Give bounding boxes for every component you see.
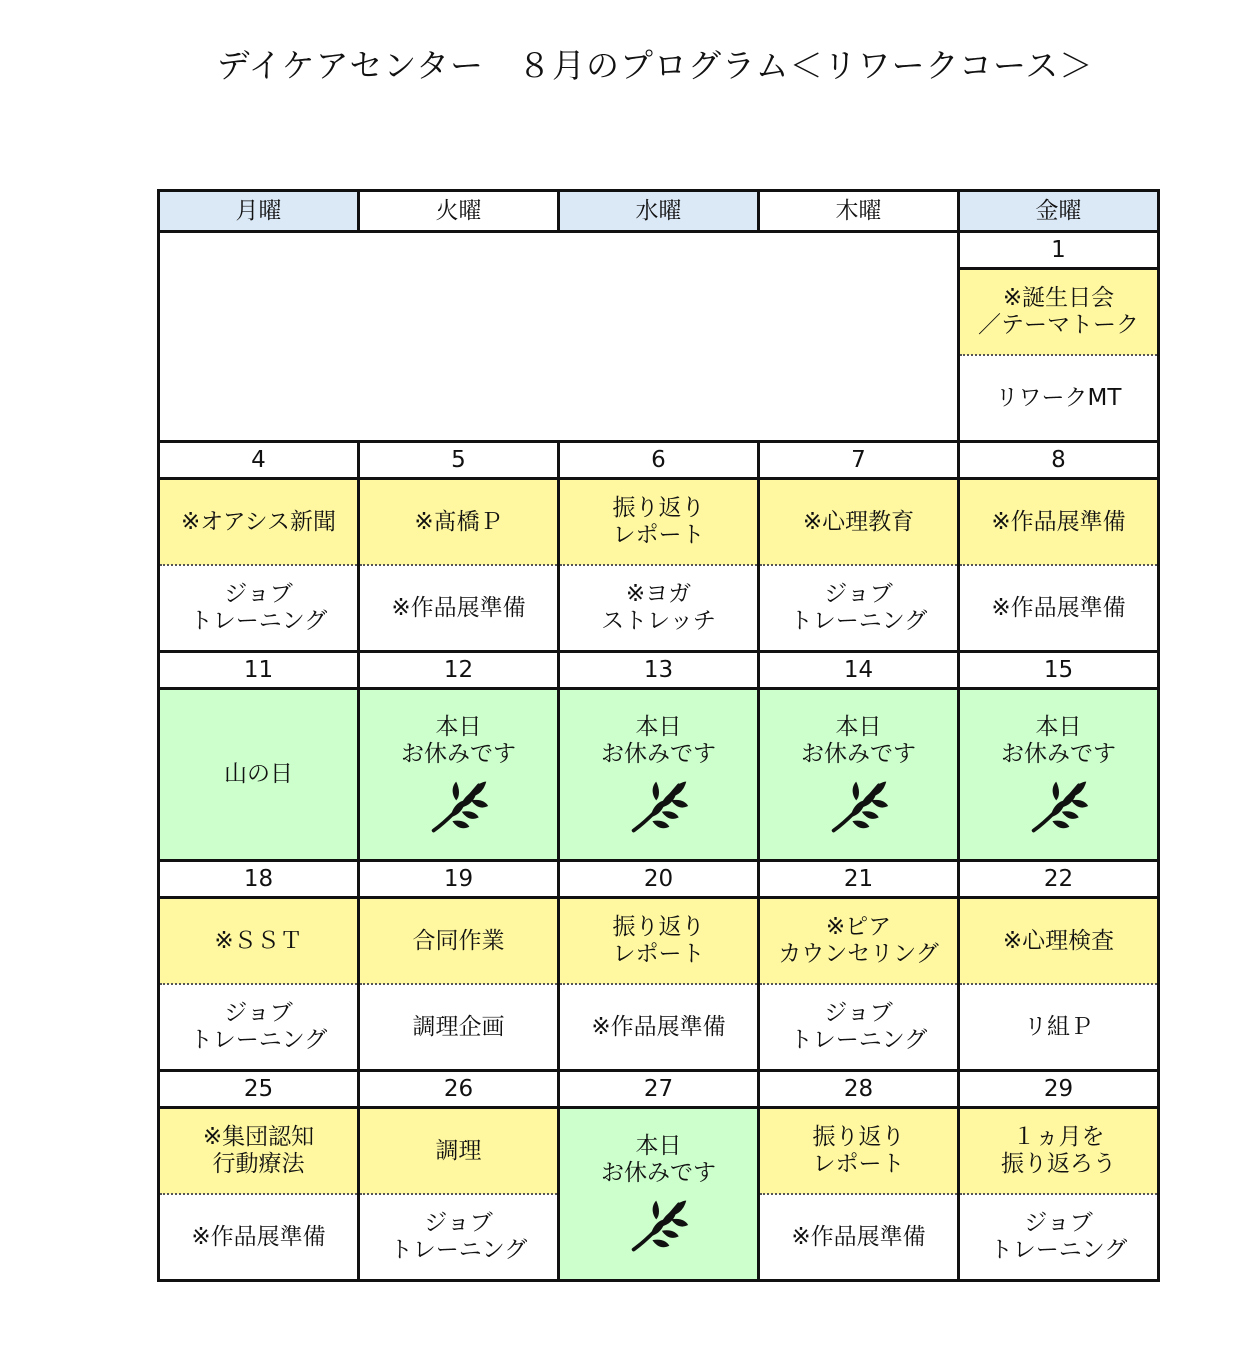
weekday-wed: 水曜: [559, 191, 759, 232]
leaf-icon: [428, 778, 490, 836]
program-calendar: [157, 189, 1160, 1282]
holiday-cell: [159, 689, 359, 861]
program-morning: 合同作業: [359, 898, 559, 985]
leaf-icon: [628, 778, 690, 836]
date-cell: 22: [959, 861, 1159, 898]
date-cell: 14: [759, 652, 959, 689]
date-1: 1: [959, 232, 1159, 269]
date-cell: 8: [959, 442, 1159, 479]
closed-day-cell: [359, 689, 559, 861]
program-morning: 振り返り レポート: [759, 1108, 959, 1195]
date-cell: 7: [759, 442, 959, 479]
program-afternoon: リ組Ｐ: [959, 984, 1159, 1071]
program-afternoon: ジョブ トレーニング: [159, 565, 359, 652]
program-afternoon: ※作品展準備: [959, 565, 1159, 652]
program-afternoon: ※作品展準備: [159, 1194, 359, 1281]
closed-day-cell: [959, 689, 1159, 861]
date-cell: 11: [159, 652, 359, 689]
date-cell: 28: [759, 1071, 959, 1108]
program-morning: ※作品展準備: [959, 479, 1159, 566]
program-afternoon: ジョブ トレーニング: [359, 1194, 559, 1281]
program-morning: 振り返り レポート: [559, 898, 759, 985]
program-afternoon: ※作品展準備: [359, 565, 559, 652]
closed-day-cell: [559, 689, 759, 861]
closed-label: 本日 お休みです: [601, 713, 716, 767]
weekday-thu: 木曜: [759, 191, 959, 232]
leaf-icon: [628, 1197, 690, 1255]
program-morning: 振り返り レポート: [559, 479, 759, 566]
program-afternoon: リワークMT: [959, 355, 1159, 442]
weekday-mon: 月曜: [159, 191, 359, 232]
weekday-header-row: [159, 191, 1159, 232]
holiday-label: 山の日: [224, 761, 293, 787]
program-morning: １ヵ月を 振り返ろう: [959, 1108, 1159, 1195]
program-afternoon: ジョブ トレーニング: [759, 984, 959, 1071]
date-cell: 6: [559, 442, 759, 479]
date-cell: 18: [159, 861, 359, 898]
program-morning: ※誕生日会 ／テーマトーク: [959, 269, 1159, 356]
date-cell: 15: [959, 652, 1159, 689]
closed-day-cell: [559, 1108, 759, 1281]
closed-day-cell: [759, 689, 959, 861]
program-afternoon: ジョブ トレーニング: [159, 984, 359, 1071]
program-morning: ※心理教育: [759, 479, 959, 566]
date-cell: 19: [359, 861, 559, 898]
program-morning: 調理: [359, 1108, 559, 1195]
program-afternoon: 調理企画: [359, 984, 559, 1071]
program-morning: ※心理検査: [959, 898, 1159, 985]
program-afternoon: ※ヨガ ストレッチ: [559, 565, 759, 652]
date-cell: 29: [959, 1071, 1159, 1108]
empty-days: [159, 232, 959, 442]
program-morning: ※オアシス新聞: [159, 479, 359, 566]
closed-label: 本日 お休みです: [1001, 713, 1116, 767]
date-cell: 20: [559, 861, 759, 898]
program-afternoon: ※作品展準備: [559, 984, 759, 1071]
date-cell: 27: [559, 1071, 759, 1108]
date-cell: 13: [559, 652, 759, 689]
leaf-icon: [1028, 778, 1090, 836]
date-cell: 25: [159, 1071, 359, 1108]
program-morning: ※髙橋Ｐ: [359, 479, 559, 566]
date-cell: 12: [359, 652, 559, 689]
program-afternoon: ジョブ トレーニング: [759, 565, 959, 652]
weekday-fri: 金曜: [959, 191, 1159, 232]
program-afternoon: ジョブ トレーニング: [959, 1194, 1159, 1281]
closed-label: 本日 お休みです: [401, 713, 516, 767]
closed-label: 本日 お休みです: [801, 713, 916, 767]
closed-label: 本日 お休みです: [601, 1133, 716, 1186]
date-cell: 21: [759, 861, 959, 898]
program-afternoon: ※作品展準備: [759, 1194, 959, 1281]
program-morning: ※集団認知 行動療法: [159, 1108, 359, 1195]
program-morning: ※ＳＳＴ: [159, 898, 359, 985]
weekday-tue: 火曜: [359, 191, 559, 232]
program-morning: ※ピア カウンセリング: [759, 898, 959, 985]
leaf-icon: [828, 778, 890, 836]
date-cell: 5: [359, 442, 559, 479]
date-cell: 4: [159, 442, 359, 479]
date-cell: 26: [359, 1071, 559, 1108]
page-title: デイケアセンター ８月のプログラム＜リワークコース＞: [216, 46, 1094, 85]
